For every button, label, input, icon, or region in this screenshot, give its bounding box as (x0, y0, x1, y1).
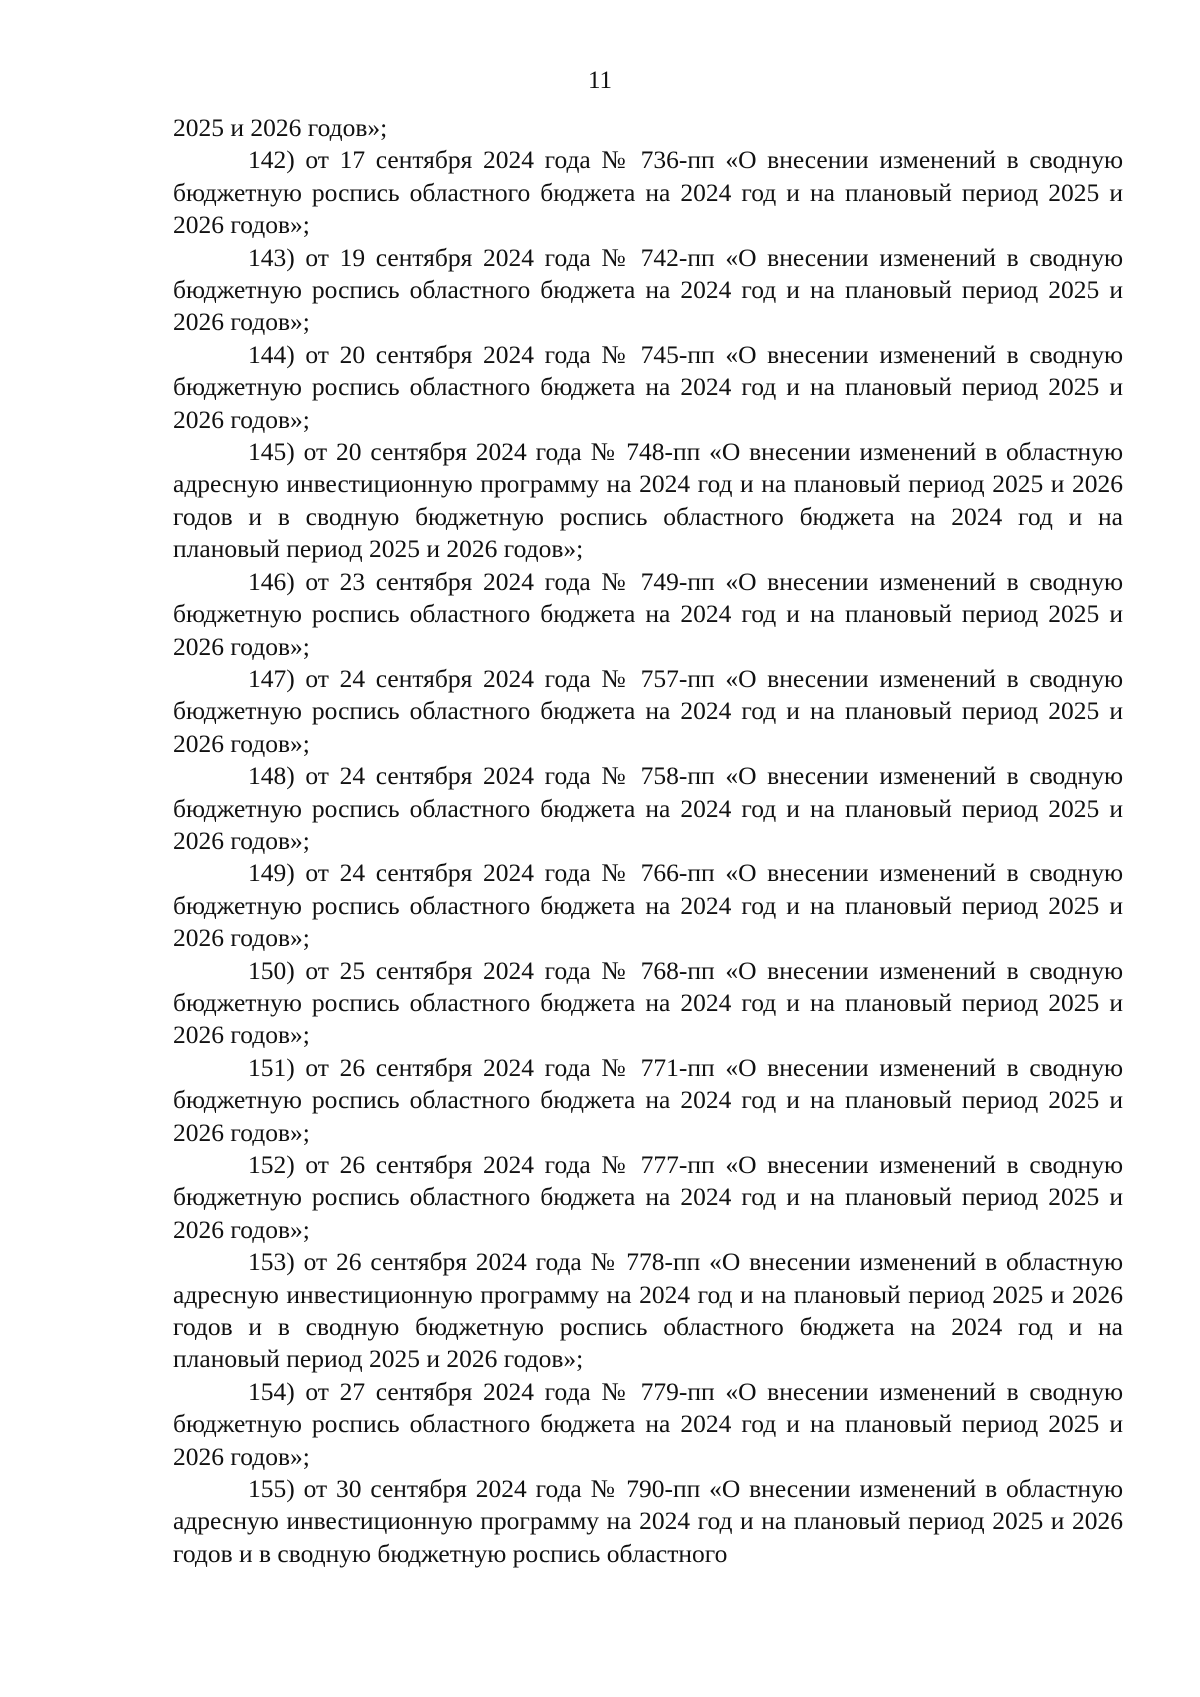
list-item-155: 155) от 30 сентября 2024 года № 790-пп «О внесении изменений в областную адресную инвестиционную программу на 2024 год и на плановый период 2025 и 2026 годов и в сводную бюджетную роспись областного (173, 1474, 1123, 1568)
list-item-145: 145) от 20 сентября 2024 года № 748-пп «О внесении изменений в областную адресную инвестиционную программу на 2024 год и на плановый период 2025 и 2026 годов и в сводную бюджетную роспись областного бюджета на 2024 год и на плановый период 2025 и 2026 годов»; (173, 437, 1123, 564)
document-body (173, 112, 1123, 1570)
list-item-144: 144) от 20 сентября 2024 года № 745-пп «О внесении изменений в сводную бюджетную роспись областного бюджета на 2024 год и на плановый период 2025 и 2026 годов»; (173, 339, 1123, 434)
paragraph-continuation: 2025 и 2026 годов»; (173, 113, 388, 142)
list-item-148: 148) от 24 сентября 2024 года № 758-пп «О внесении изменений в сводную бюджетную роспись областного бюджета на 2024 год и на плановый период 2025 и 2026 годов»; (173, 761, 1123, 855)
list-item-153: 153) от 26 сентября 2024 года № 778-пп «О внесении изменений в областную адресную инвестиционную программу на 2024 год и на плановый период 2025 и 2026 годов и в сводную бюджетную роспись областного бюджета на 2024 год и на плановый период 2025 и 2026 годов»; (173, 1247, 1123, 1374)
list-item-154: 154) от 27 сентября 2024 года № 779-пп «О внесении изменений в сводную бюджетную роспись областного бюджета на 2024 год и на плановый период 2025 и 2026 годов»; (173, 1376, 1123, 1471)
list-item-142: 142) от 17 сентября 2024 года № 736-пп «О внесении изменений в сводную бюджетную роспись областного бюджета на 2024 год и на плановый период 2025 и 2026 годов»; (173, 145, 1123, 240)
page-number: 11 (587, 67, 613, 94)
list-item-150: 150) от 25 сентября 2024 года № 768-пп «О внесении изменений в сводную бюджетную роспись областного бюджета на 2024 год и на плановый период 2025 и 2026 годов»; (173, 955, 1123, 1050)
list-item-146: 146) от 23 сентября 2024 года № 749-пп «О внесении изменений в сводную бюджетную роспись областного бюджета на 2024 год и на плановый период 2025 и 2026 годов»; (173, 566, 1123, 661)
list-item-149: 149) от 24 сентября 2024 года № 766-пп «О внесении изменений в сводную бюджетную роспись областного бюджета на 2024 год и на плановый период 2025 и 2026 годов»; (173, 858, 1123, 953)
list-item-143: 143) от 19 сентября 2024 года № 742-пп «О внесении изменений в сводную бюджетную роспись областного бюджета на 2024 год и на плановый период 2025 и 2026 годов»; (173, 242, 1123, 337)
list-item-151: 151) от 26 сентября 2024 года № 771-пп «О внесении изменений в сводную бюджетную роспись областного бюджета на 2024 год и на плановый период 2025 и 2026 годов»; (173, 1052, 1123, 1147)
list-item-147: 147) от 24 сентября 2024 года № 757-пп «О внесении изменений в сводную бюджетную роспись областного бюджета на 2024 год и на плановый период 2025 и 2026 годов»; (173, 663, 1123, 758)
list-item-152: 152) от 26 сентября 2024 года № 777-пп «О внесении изменений в сводную бюджетную роспись областного бюджета на 2024 год и на плановый период 2025 и 2026 годов»; (173, 1150, 1123, 1244)
